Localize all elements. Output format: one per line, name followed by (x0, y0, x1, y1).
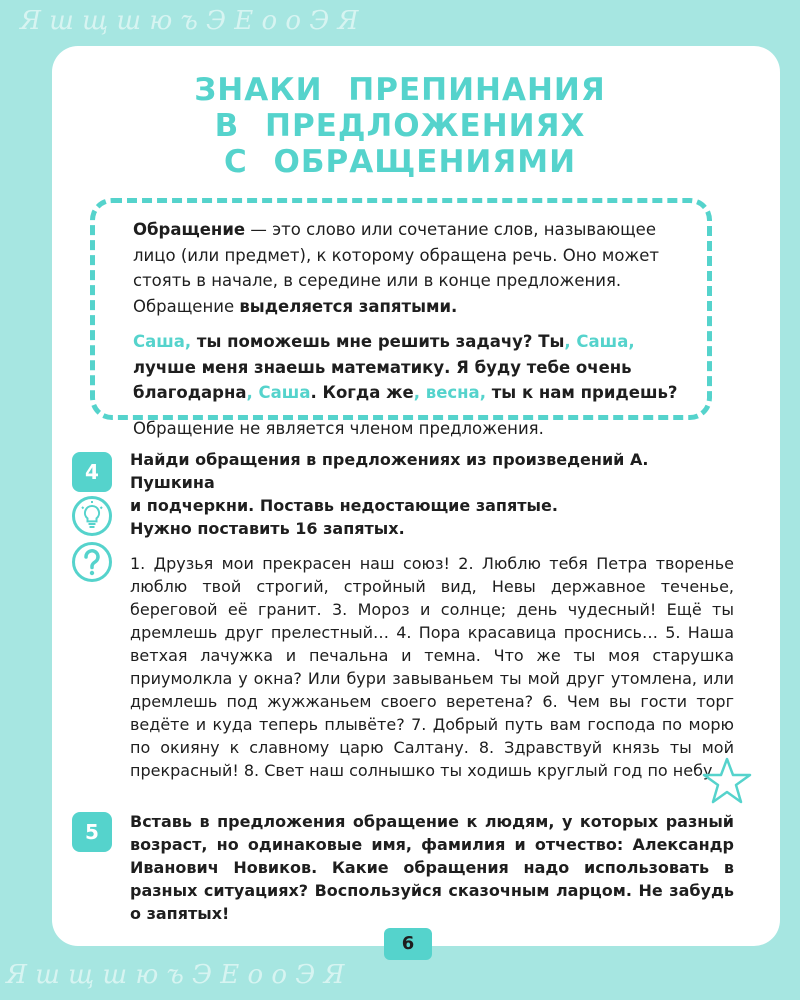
page-number: 6 (384, 928, 432, 960)
rule-definition-text: — это слово или сочетание слов, называющее лицо (или предмет), к которому обращена речь. Оно может стоять в начале, в середине или в конце предложения. Обращение (133, 220, 660, 316)
task-4-number: 4 (72, 452, 112, 492)
example-address-4: , весна, (413, 383, 486, 402)
example-text-4: ты к нам придешь? (485, 383, 678, 402)
task-5 (130, 810, 734, 925)
rule-box (90, 198, 712, 438)
task-4-instruction-line-2: и подчеркни. Поставь недостающие запятые. (130, 496, 558, 515)
page-title (0, 72, 800, 180)
example-address-2: , Саша, (564, 332, 635, 351)
task-4-text: 1. Друзья мои прекрасен наш союз! 2. Люблю тебя Петра творенье люблю твой строгий, стройный вид, Невы державное теченье, береговой её гранит. 3. Мороз и солнце; день чудесный! Ещё ты дремлешь друг прелестный… 4. Пора красавица проснись… 5. Наша ветхая лачужка и печальна и темна. Что же ты моя старушка приумолкла у окна? Или бури завываньем ты мой друг утомлена, или дремлешь под жужжаньем своего веретена? 6. Чем вы гости торг ведёте и куда теперь плывёте? 7. Добрый путь вам господа по морю по окияну к славному царю Салтану. 8. Здравствуй князь ты мой прекрасный! 8. Свет наш солнышко ты ходишь круглый год по небу. (130, 554, 734, 780)
title-line-2: В ПРЕДЛОЖЕНИЯХ (214, 108, 586, 144)
rule-note: Обращение не является членом предложения. (133, 418, 544, 438)
example-text-2: лучше меня знаешь математику. Я буду тебе очень благодарна (133, 357, 632, 402)
question-icon (72, 542, 112, 582)
task-5-instruction: Вставь в предложения обращение к людям, у которых разный возраст, но одинаковые имя, фамилия и отчество: Александр Иванович Новиков. Какие обращения надо использовать в разных ситуациях? Воспользуйся сказочным ларцом. Не забудь о запятых! (130, 812, 734, 923)
example-text-3: . Когда же (310, 383, 414, 402)
example-address-3: Саша (258, 383, 311, 402)
background-script-bottom: Я ш щ ш ю ъ Э Е о о Э Я (6, 960, 345, 990)
example-comma: , (246, 383, 253, 402)
task-4-instruction-line-1: Найди обращения в предложениях из произведений А. Пушкина (130, 450, 649, 492)
lightbulb-icon (72, 496, 112, 536)
task-4 (130, 448, 734, 782)
rule-definition-bold: выделяется запятыми. (239, 296, 458, 316)
title-line-1: ЗНАКИ ПРЕПИНАНИЯ (194, 72, 606, 108)
example-address-1: Саша, (133, 332, 192, 351)
star-icon (702, 756, 752, 806)
task-4-instruction-line-3: Нужно поставить 16 запятых. (130, 519, 405, 538)
task-5-number: 5 (72, 812, 112, 852)
rule-example (133, 329, 683, 406)
example-text-1: ты поможешь мне решить задачу? Ты (191, 332, 565, 351)
title-line-3: С ОБРАЩЕНИЯМИ (223, 144, 577, 180)
rule-term: Обращение (133, 220, 246, 239)
background-script-top: Я ш щ ш ю ъ Э Е о о Э Я (20, 6, 359, 36)
rule-definition (133, 217, 683, 319)
